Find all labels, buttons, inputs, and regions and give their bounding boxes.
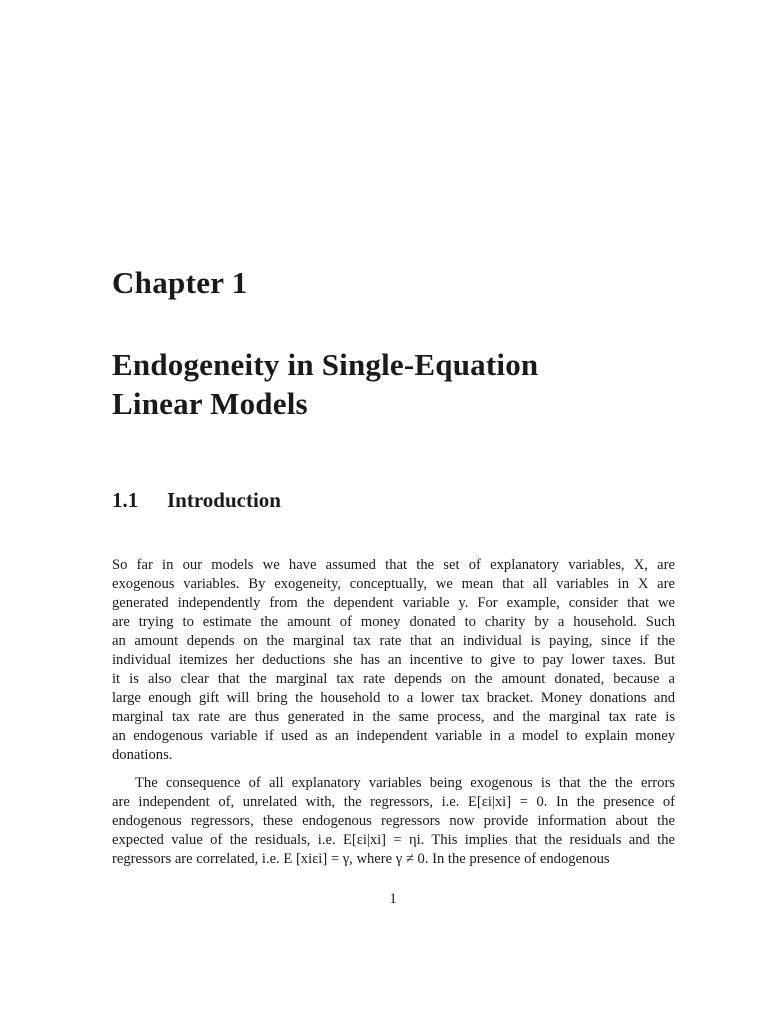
body-text bbox=[112, 556, 675, 869]
text-line: expected value of the residuals, i.e. E[εi|xi] = ηi. This implies that the residuals and the bbox=[112, 832, 675, 848]
text-line: The consequence of all explanatory variables being exogenous is that the the errors bbox=[135, 775, 675, 791]
paragraph bbox=[112, 556, 675, 765]
paragraph bbox=[112, 774, 675, 869]
text-line: marginal tax rate are thus generated in the same process, and the marginal tax rate is bbox=[112, 709, 675, 725]
chapter-title bbox=[112, 345, 672, 423]
text-line: So far in our models we have assumed that the set of explanatory variables, X, are bbox=[112, 557, 675, 573]
text-line: are independent of, unrelated with, the regressors, i.e. E[εi|xi] = 0. In the presence of bbox=[112, 794, 675, 810]
section-number: 1.1 bbox=[112, 488, 139, 512]
text-line: exogenous variables. By exogeneity, conceptually, we mean that all variables in X are bbox=[112, 576, 675, 592]
chapter-label: Chapter 1 bbox=[112, 265, 248, 300]
chapter-title-line: Linear Models bbox=[112, 386, 308, 421]
chapter-title-line: Endogeneity in Single-Equation bbox=[112, 347, 539, 382]
text-line: regressors are correlated, i.e. E [xiεi] = γ, where γ ≠ 0. In the presence of endogenous bbox=[112, 851, 610, 867]
text-line: it is also clear that the marginal tax rate depends on the amount donated, because a bbox=[112, 671, 675, 687]
page-number: 1 bbox=[389, 891, 397, 907]
text-line: endogenous regressors, these endogenous regressors now provide information about the bbox=[112, 813, 675, 829]
text-line: generated independently from the dependent variable y. For example, consider that we bbox=[112, 595, 675, 611]
text-line: an endogenous variable if used as an independent variable in a model to explain money bbox=[112, 728, 675, 744]
text-line: an amount depends on the marginal tax rate that an individual is paying, since if the bbox=[112, 633, 675, 649]
text-line: individual itemizes her deductions she has an incentive to give to pay lower taxes. But bbox=[112, 652, 675, 668]
text-line: donations. bbox=[112, 747, 173, 763]
section-heading bbox=[112, 486, 281, 514]
text-line: are trying to estimate the amount of money donated to charity by a household. Such bbox=[112, 614, 675, 630]
text-line: large enough gift will bring the household to a lower tax bracket. Money donations and bbox=[112, 690, 675, 706]
section-title: Introduction bbox=[167, 488, 281, 512]
